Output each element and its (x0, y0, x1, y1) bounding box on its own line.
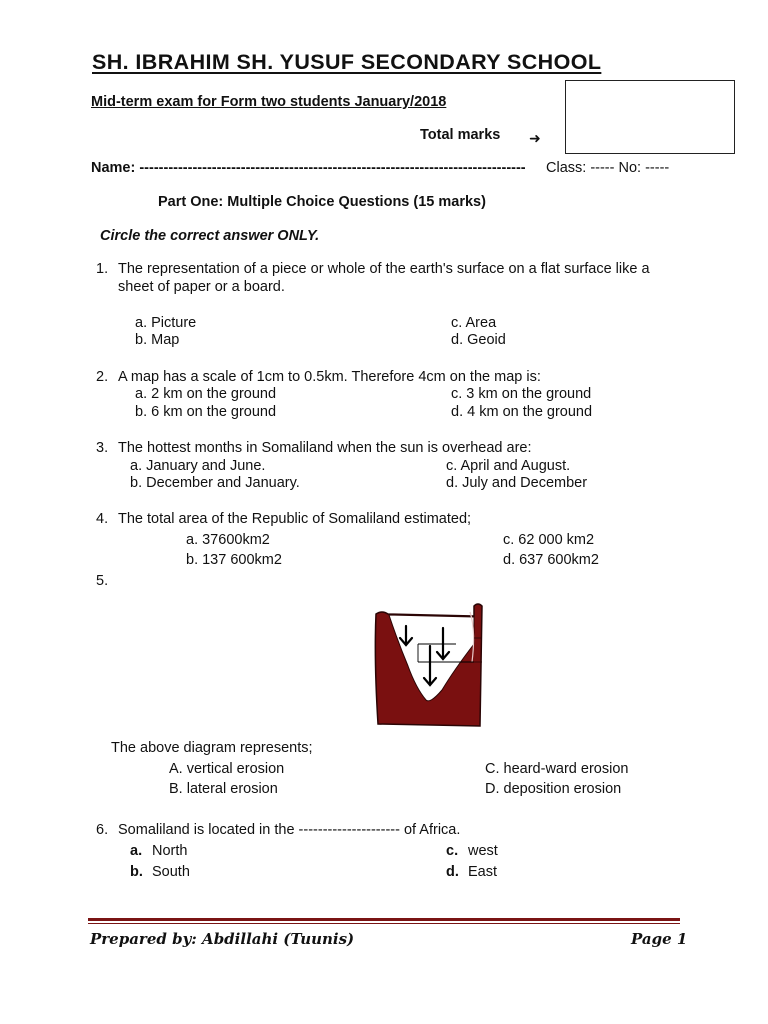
total-marks-box (565, 80, 735, 154)
arrow-right-icon: ➜ (529, 130, 541, 146)
page-number: Page 1 (631, 930, 688, 948)
option-d: d. July and December (446, 475, 588, 491)
option-c: c. 62 000 km2 (503, 532, 595, 548)
question-text-cont: sheet of paper or a board. (118, 279, 285, 295)
option-b: b. Map (135, 332, 180, 348)
instruction: Circle the correct answer ONLY. (100, 228, 320, 244)
option-c: c. 3 km on the ground (451, 386, 592, 402)
option-c-letter: c. (446, 843, 459, 859)
question-text: The total area of the Republic of Somaliland estimated; (118, 511, 472, 527)
option-a: A. vertical erosion (169, 761, 285, 777)
footer-rule (88, 918, 680, 921)
question-number: 4. (96, 511, 109, 527)
question-number: 1. (96, 261, 109, 277)
class-line: Class: ----- No: ----- (546, 160, 670, 176)
option-d: d. Geoid (451, 332, 506, 348)
option-c: c. April and August. (446, 458, 571, 474)
option-a: a. January and June. (130, 458, 266, 474)
option-c: west (468, 843, 498, 859)
option-a: a. 37600km2 (186, 532, 270, 548)
total-marks-label: Total marks (420, 127, 501, 143)
option-b-letter: b. (130, 864, 143, 880)
question-text: A map has a scale of 1cm to 0.5km. Therefore 4cm on the map is: (118, 369, 541, 385)
question-text: The hottest months in Somaliland when the sun is overhead are: (118, 440, 532, 456)
option-b: b. December and January. (130, 475, 300, 491)
question-number: 2. (96, 369, 109, 385)
option-b: b. 6 km on the ground (135, 404, 277, 420)
school-name: SH. IBRAHIM SH. YUSUF SECONDARY SCHOOL (92, 50, 602, 74)
option-d: D. deposition erosion (485, 781, 622, 797)
option-d: d. 4 km on the ground (451, 404, 593, 420)
option-a: a. Picture (135, 315, 197, 331)
exam-title: Mid-term exam for Form two students January/2018 (91, 94, 447, 110)
question-text: The representation of a piece or whole of the earth's surface on a flat surface like a (118, 261, 650, 277)
question-number: 5. (96, 573, 109, 589)
v-shaped-valley-diagram (370, 600, 486, 730)
option-a: a. 2 km on the ground (135, 386, 277, 402)
option-b: b. 137 600km2 (186, 552, 282, 568)
option-d: East (468, 864, 498, 880)
question-text: Somaliland is located in the --------------------- of Africa. (118, 822, 461, 838)
question-number: 3. (96, 440, 109, 456)
option-a: North (152, 843, 188, 859)
option-c: c. Area (451, 315, 497, 331)
option-a-letter: a. (130, 843, 143, 859)
option-c: C. heard-ward erosion (485, 761, 629, 777)
question-text: The above diagram represents; (111, 740, 313, 756)
option-d: d. 637 600km2 (503, 552, 599, 568)
part-title: Part One: Multiple Choice Questions (15 marks) (158, 194, 486, 210)
option-b: South (152, 864, 190, 880)
name-line: Name: -------------------------------------------------------------------------------- (91, 160, 526, 176)
option-b: B. lateral erosion (169, 781, 278, 797)
option-d-letter: d. (446, 864, 459, 880)
prepared-by: Prepared by: Abdillahi (Tuunis) (90, 930, 355, 948)
question-number: 6. (96, 822, 109, 838)
footer-rule-thin (88, 923, 680, 924)
